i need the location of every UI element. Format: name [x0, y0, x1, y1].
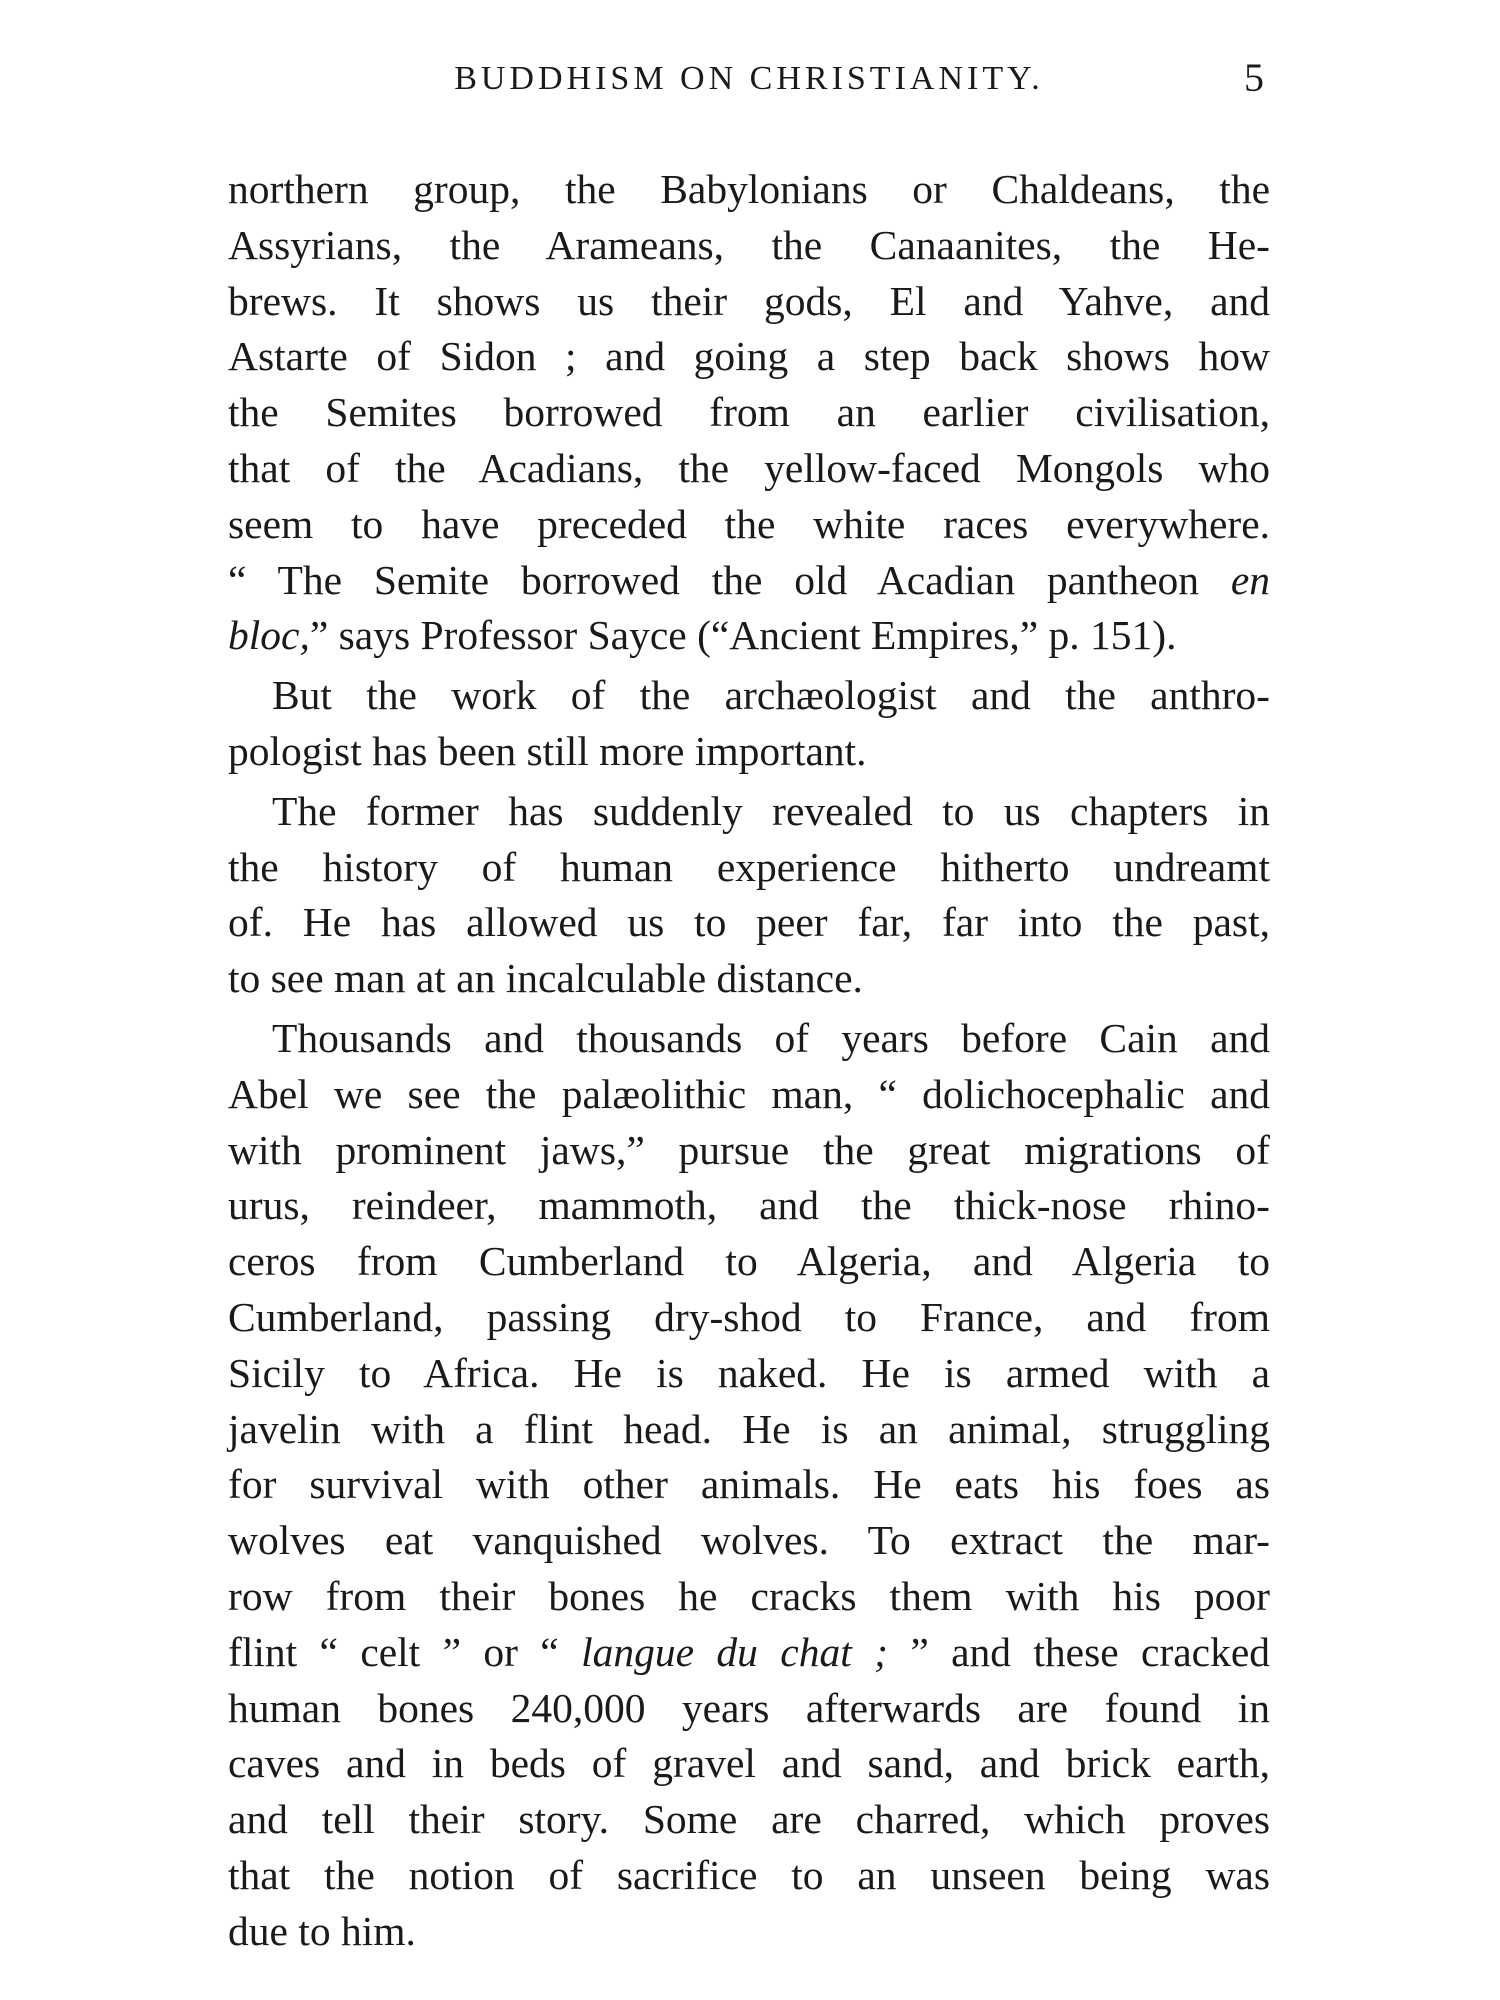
text-line: the history of human experience hitherto undreamt: [228, 843, 1270, 890]
text-line: brews. It shows us their gods, El and Yahve, and: [228, 277, 1270, 324]
running-head: [228, 52, 1270, 112]
text-line: with prominent jaws,” pursue the great migrations of: [228, 1126, 1270, 1173]
body-text: [228, 162, 1270, 1960]
text-line: human bones 240,000 years afterwards are found in: [228, 1684, 1270, 1731]
text-line: that of the Acadians, the yellow-faced Mongols who: [228, 444, 1270, 491]
text-line: Sicily to Africa. He is naked. He is armed with a: [228, 1349, 1270, 1396]
text-line: Thousands and thousands of years before Cain and: [272, 1014, 1270, 1061]
text-run: ” says Professor Sayce (“Ancient Empires,” p. 151).: [309, 612, 1177, 659]
italic-text: en: [1230, 556, 1271, 603]
page-number: 5: [1244, 55, 1264, 100]
text-run: “ The Semite borrowed the old Acadian pantheon: [228, 556, 1200, 603]
text-line: seem to have preceded the white races everywhere.: [228, 500, 1270, 547]
text-run: ” and these cracked: [910, 1628, 1271, 1675]
text-line: row from their bones he cracks them with his poor: [228, 1572, 1270, 1619]
text-line: [228, 553, 1270, 609]
text-line: for survival with other animals. He eats his foes as: [228, 1461, 1270, 1508]
paragraph-2: [228, 668, 1270, 780]
text-run: flint “ celt ” or “: [228, 1628, 559, 1675]
book-page: [228, 52, 1270, 1972]
text-line: wolves eat vanquished wolves. To extract the mar-: [228, 1517, 1270, 1564]
text-line: caves and in beds of gravel and sand, and brick earth,: [228, 1740, 1270, 1787]
text-line: due to him.: [228, 1907, 416, 1954]
paragraph-1: [228, 162, 1270, 664]
text-line: urus, reindeer, mammoth, and the thick-nose rhino-: [228, 1182, 1270, 1229]
text-line: the Semites borrowed from an earlier civilisation,: [228, 389, 1270, 436]
text-line: northern group, the Babylonians or Chaldeans, the: [228, 166, 1270, 212]
text-line: and tell their story. Some are charred, which proves: [228, 1796, 1270, 1843]
text-line: Abel we see the palæolithic man, “ dolichocephalic and: [228, 1070, 1270, 1117]
text-line: ceros from Cumberland to Algeria, and Algeria to: [228, 1238, 1270, 1285]
text-line: [228, 608, 1270, 664]
text-line: Cumberland, passing dry-shod to France, and from: [228, 1293, 1270, 1340]
text-line: javelin with a flint head. He is an animal, struggling: [228, 1405, 1270, 1452]
italic-text: langue du chat ;: [581, 1628, 888, 1675]
paragraph-3: [228, 784, 1270, 1007]
text-line: Astarte of Sidon ; and going a step back shows how: [228, 333, 1270, 380]
text-line: of. He has allowed us to peer far, far into the past,: [228, 899, 1270, 946]
text-line: that the notion of sacrifice to an unseen being was: [228, 1851, 1270, 1898]
paragraph-4: [228, 1011, 1270, 1960]
italic-text: bloc,: [228, 612, 310, 659]
text-line: pologist has been still more important.: [228, 727, 867, 774]
text-line: Assyrians, the Arameans, the Canaanites, the He-: [228, 221, 1270, 268]
text-line: [228, 1625, 1270, 1681]
text-line: The former has suddenly revealed to us chapters in: [272, 787, 1270, 834]
running-title: BUDDHISM ON CHRISTIANITY.: [454, 60, 1044, 97]
text-line: to see man at an incalculable distance.: [228, 955, 863, 1002]
text-line: But the work of the archæologist and the anthro-: [272, 672, 1270, 719]
